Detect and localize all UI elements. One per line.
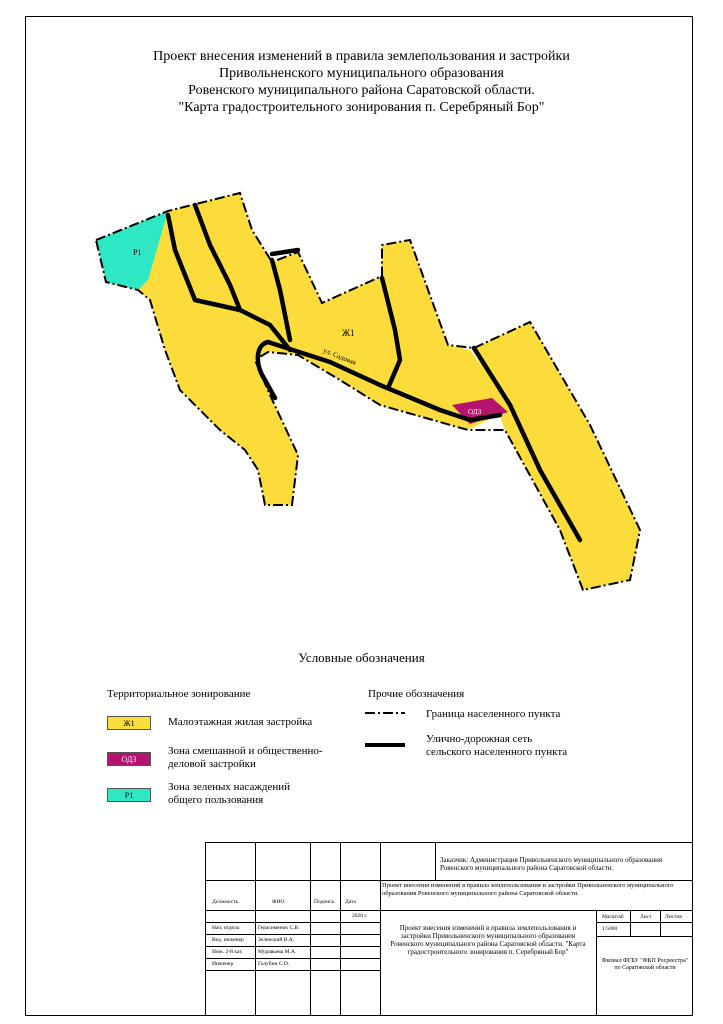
stamp-scale-label: Масштаб — [602, 914, 624, 920]
stamp-row-3-name: Муравьева М.А. — [258, 949, 297, 955]
title-line-1: Проект внесения изменений в правила землепользования и застройки — [153, 49, 570, 64]
label-odz: ОДЗ — [468, 408, 482, 416]
legend-road-text: Улично-дорожная сеть сельского населенного пункта — [426, 733, 568, 758]
stamp-col-date: Дата — [345, 899, 356, 905]
stamp-row-1-name: Герасименок С.В. — [258, 925, 300, 931]
stamp-row-4-name: Голубин С.О. — [258, 961, 290, 967]
title-line-3: Ровенского муниципального района Саратовской области. — [188, 83, 535, 98]
stamp-row-1-position: Нач. отдела — [212, 925, 240, 931]
legend-boundary-text: Граница населенного пункта — [426, 708, 561, 720]
legend-swatch-odz: ОДЗ — [107, 752, 151, 766]
stamp-row-4-position: Инженер — [212, 961, 234, 967]
title-line-2: Привольненского муниципального образования — [219, 66, 504, 81]
stamp-row-2-position: Вед. инженер — [212, 937, 244, 943]
legend-title: Условные обозначения — [298, 650, 425, 665]
zone-zh1-east — [474, 322, 640, 590]
label-street: ул. Садовая — [322, 346, 358, 367]
legend-road-symbol — [365, 740, 405, 750]
stamp-scale-value: 1:5000 — [602, 926, 618, 932]
stamp-row-3-position: Инж. 2-й кат. — [212, 949, 243, 955]
legend-text-zh1: Малоэтажная жилая застройка — [168, 716, 313, 728]
stamp-sheet-label: Лист — [640, 914, 652, 920]
stamp-customer: Заказчик: Администрация Привольненского муниципального образования Ровенского муниципального района Саратовской области. — [440, 856, 663, 872]
legend-swatch-zh1: Ж1 — [107, 716, 151, 730]
stamp-col-position: Должность — [212, 899, 239, 905]
legend-text-r1: Зона зеленых насаждений общего пользования — [168, 781, 291, 806]
label-r1: Р1 — [133, 248, 142, 257]
legend-text-odz: Зона смешанной и общественно-деловой застройки — [168, 745, 323, 770]
stamp-drawing-title: Проект внесения изменений в правила землепользования и застройки Привольненского муниципального образования Ровенского муниципального района Саратовской области. "Карта градостроительного зонирования п. Серебряный Бор" — [390, 924, 586, 956]
legend-boundary-symbol — [365, 708, 405, 718]
stamp-row-2-name: Зеленский В.А. — [258, 937, 295, 943]
stamp-col-signature: Подпись — [314, 899, 335, 905]
legend-other-header: Прочие обозначения — [368, 688, 465, 700]
title-line-4: "Карта градостроительного зонирования п. Серебряный Бор" — [178, 100, 545, 115]
stamp-project: Проект внесения изменений в правила землепользования и застройки Привольненского муниципального образования Ровенского муниципального района Саратовской области. — [382, 882, 674, 897]
label-zh1: Ж1 — [342, 328, 355, 338]
stamp-col-name: ФИО — [272, 899, 285, 905]
stamp-year: 2020 г. — [352, 913, 368, 919]
stamp-organization: Филиал ФГБУ "ФКП Росреестра" по Саратовской области — [601, 958, 689, 971]
legend-swatch-r1: Р1 — [107, 788, 151, 802]
legend-zoning-header: Территориальное зонирование — [107, 688, 251, 700]
stamp-sheets-label: Листов — [665, 914, 682, 920]
